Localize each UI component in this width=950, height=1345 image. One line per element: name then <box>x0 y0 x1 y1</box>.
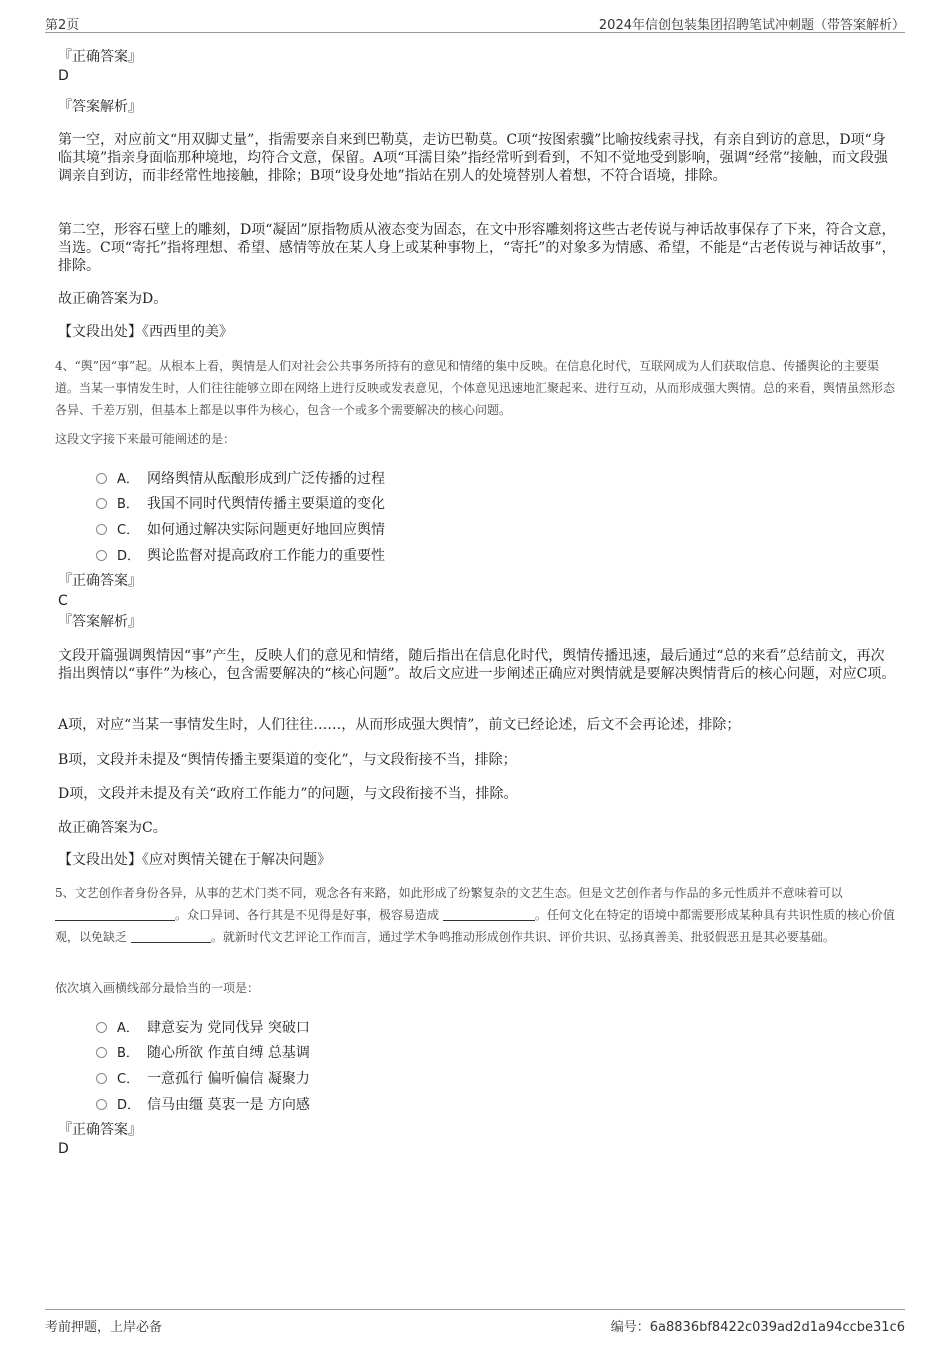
q5-answer-label: 『正确答案』 <box>58 1122 142 1138</box>
q5-answer: D <box>58 1141 69 1157</box>
q3-source: 【文段出处】《西西里的美》 <box>58 324 233 340</box>
q3-analysis-para-2: 第二空，形容石壁上的雕刻，D项“凝固”原指物质从液态变为固态，在文中形容雕刻将这些古老传说与神话故事保存了下来，符合文意，当选。C项“寄托”指将理想、希望、感情等放在某人身上或某种事物上，“寄托”的对象多为情感、希望，不能是“古老传说与神话故事”，排除。 <box>58 222 896 274</box>
q5-option-a[interactable] <box>96 1017 310 1037</box>
radio-icon[interactable] <box>96 524 107 535</box>
q4-stem: 4、“舆”因“事”起。从根本上看，舆情是人们对社会公共事务所持有的意见和情绪的集中反映。在信息化时代，互联网成为人们获取信息、传播舆论的主要渠道。当某一事情发生时，人们往往能够立即在网络上进行反映或发表意见，个体意见迅速地汇聚起来、进行互动，从而形成强大舆情。总的来看，舆情虽然形态各异、千差万别，但基本上都是以事件为核心，包含一个或多个需要解决的核心问题。 <box>55 359 896 417</box>
q5-blank-2 <box>443 908 535 921</box>
q4-question: 这段文字接下来最可能阐述的是： <box>55 432 236 446</box>
option-text: 信马由缰 莫衷一是 方向感 <box>147 1097 310 1113</box>
q5-stem <box>55 882 900 948</box>
option-letter: D． <box>117 549 141 564</box>
document-id: 编号：6a8836bf8422c039ad2d1a94ccbe31c6 <box>610 1320 905 1335</box>
q5-option-b[interactable] <box>96 1042 310 1062</box>
option-letter: D． <box>117 1098 141 1113</box>
option-text: 网络舆情从酝酿形成到广泛传播的过程 <box>147 471 385 487</box>
option-letter: C． <box>117 1072 140 1087</box>
document-title: 2024年信创包装集团招聘笔试冲刺题（带答案解析） <box>598 18 905 33</box>
q4-answer-label: 『正确答案』 <box>58 573 142 589</box>
q4-option-b[interactable] <box>96 493 385 513</box>
radio-icon[interactable] <box>96 1099 107 1110</box>
q5-stem-part-4: 。就新时代文艺评论工作而言，通过学术争鸣推动形成创作共识、评价共识、弘扬真善美、批驳假恶丑是其必要基础。 <box>210 930 835 944</box>
q3-answer-label: 『正确答案』 <box>58 49 142 65</box>
option-letter: A． <box>117 1021 139 1036</box>
option-letter: A． <box>117 472 139 487</box>
q5-option-d[interactable] <box>96 1094 310 1114</box>
page-number: 第2页 <box>45 18 80 33</box>
q4-analysis-label: 『答案解析』 <box>58 614 142 630</box>
footer-slogan: 考前押题，上岸必备 <box>45 1320 163 1335</box>
option-text: 舆论监督对提高政府工作能力的重要性 <box>147 548 385 564</box>
q5-stem-part-3: 。任何文化在特定的语境中都需要形成某种具有共识性质的核心价值观，以免缺乏 <box>55 908 895 944</box>
q3-answer: D <box>58 68 69 84</box>
page-header <box>45 10 905 33</box>
q4-source: 【文段出处】《应对舆情关键在于解决问题》 <box>58 852 331 868</box>
q5-option-c[interactable] <box>96 1068 310 1088</box>
q4-option-d[interactable] <box>96 545 385 565</box>
q4-option-c[interactable] <box>96 519 385 539</box>
option-letter: B． <box>117 497 139 512</box>
option-text: 肆意妄为 党同伐异 突破口 <box>147 1020 310 1036</box>
q4-analysis-para-3: B项，文段并未提及“舆情传播主要渠道的变化”，与文段衔接不当，排除； <box>58 752 517 768</box>
page-footer <box>45 1309 905 1334</box>
q4-analysis-para-1: 文段开篇强调舆情因“事”产生，反映人们的意见和情绪，随后指出在信息化时代，舆情传播迅速，最后通过“总的来看”总结前文，再次指出舆情以“事件”为核心，包含需要解决的“核心问题”。故后文应进一步阐述正确应对舆情就是要解决舆情背后的核心问题，对应C项。 <box>58 648 896 682</box>
q5-blank-3 <box>131 930 211 943</box>
q4-analysis-para-4: D项，文段并未提及有关“政府工作能力”的问题，与文段衔接不当，排除。 <box>58 786 518 802</box>
option-letter: B． <box>117 1046 139 1061</box>
q5-stem-part-2: 。众口异词、各行其是不见得是好事，极容易造成 <box>175 908 440 922</box>
q5-blank-1 <box>55 908 175 921</box>
option-text: 我国不同时代舆情传播主要渠道的变化 <box>147 496 385 512</box>
option-letter: C． <box>117 523 140 538</box>
radio-icon[interactable] <box>96 550 107 561</box>
q5-question: 依次填入画横线部分最恰当的一项是： <box>55 981 260 995</box>
q3-analysis-para-1: 第一空，对应前文“用双脚丈量”，指需要亲自来到巴勒莫，走访巴勒莫。C项“按图索骥”比喻按线索寻找，有亲自到访的意思，D项“身临其境”指亲身面临那种境地，均符合文意，保留。A项“耳濡目染”指经常听到看到，不知不觉地受到影响，强调“经常”接触，而文段强调亲自到访，而非经常性地接触，排除；B项“设身处地”指站在别人的处境替别人着想，不符合语境，排除。 <box>58 132 888 184</box>
q4-analysis-para-2: A项，对应“当某一事情发生时，人们往往……，从而形成强大舆情”，前文已经论述，后文不会再论述，排除； <box>58 717 741 733</box>
q4-option-a[interactable] <box>96 468 385 488</box>
radio-icon[interactable] <box>96 1073 107 1084</box>
option-text: 如何通过解决实际问题更好地回应舆情 <box>147 522 385 538</box>
option-text: 一意孤行 偏听偏信 凝聚力 <box>147 1071 310 1087</box>
radio-icon[interactable] <box>96 1047 107 1058</box>
radio-icon[interactable] <box>96 498 107 509</box>
radio-icon[interactable] <box>96 1022 107 1033</box>
q5-stem-part-1: 5、文艺创作者身份各异，从事的艺术门类不同，观念各有来路，如此形成了纷繁复杂的文艺生态。但是文艺创作者与作品的多元性质并不意味着可以 <box>55 886 843 900</box>
radio-icon[interactable] <box>96 473 107 484</box>
q3-conclusion: 故正确答案为D。 <box>58 291 168 307</box>
q4-conclusion: 故正确答案为C。 <box>58 820 167 836</box>
option-text: 随心所欲 作茧自缚 总基调 <box>147 1045 310 1061</box>
q3-analysis-label: 『答案解析』 <box>58 99 142 115</box>
q4-answer: C <box>58 593 68 609</box>
